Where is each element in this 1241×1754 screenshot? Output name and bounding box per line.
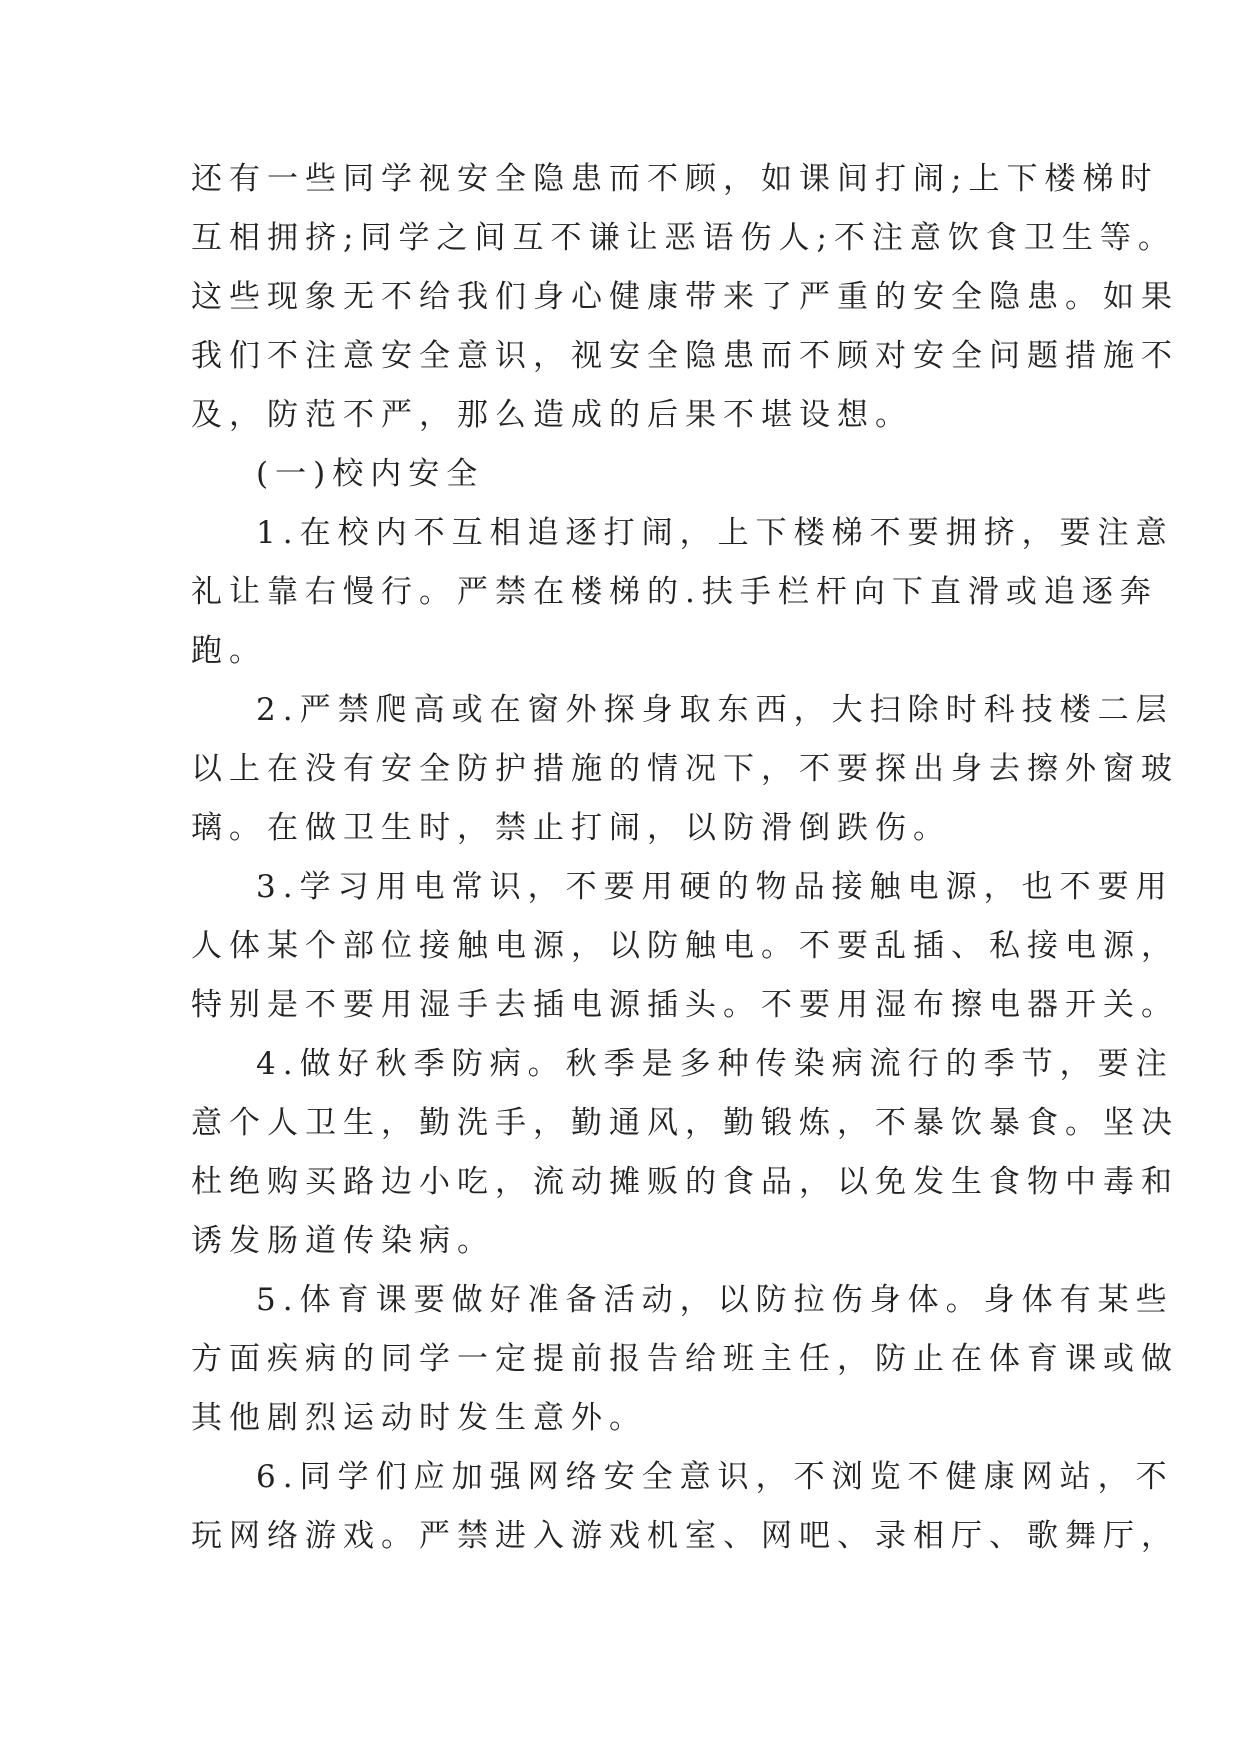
text-line: 及，防范不严，那么造成的后果不堪设想。 xyxy=(191,397,913,433)
text-line: 5.体育课要做好准备活动，以防拉伤身体。身体有某些 xyxy=(256,1282,1174,1318)
text-line: 互相拥挤;同学之间互不谦让恶语伤人;不注意饮食卫生等。 xyxy=(191,220,1176,256)
text-line: 3.学习用电常识，不要用硬的物品接触电源，也不要用 xyxy=(256,869,1174,905)
text-line: 其他剧烈运动时发生意外。 xyxy=(191,1400,647,1436)
text-line: 杜绝购买路边小吃，流动摊贩的食品，以免发生食物中毒和 xyxy=(191,1164,1179,1200)
text-line: 6.同学们应加强网络安全意识，不浏览不健康网站，不 xyxy=(256,1459,1174,1495)
text-line: 我们不注意安全意识，视安全隐患而不顾对安全问题措施不 xyxy=(191,338,1179,374)
text-line: 玩网络游戏。严禁进入游戏机室、网吧、录相厅、歌舞厅， xyxy=(191,1518,1179,1554)
text-line: 还有一些同学视安全隐患而不顾，如课间打闹;上下楼梯时 xyxy=(191,161,1159,197)
text-line: 人体某个部位接触电源，以防触电。不要乱插、私接电源， xyxy=(191,928,1179,964)
text-line: 1.在校内不互相追逐打闹，上下楼梯不要拥挤，要注意 xyxy=(256,515,1174,551)
text-line: 礼让靠右慢行。严禁在楼梯的.扶手栏杆向下直滑或追逐奔 xyxy=(191,574,1158,610)
text-line: 方面疾病的同学一定提前报告给班主任，防止在体育课或做 xyxy=(191,1341,1179,1377)
text-line: 诱发肠道传染病。 xyxy=(191,1223,495,1259)
text-line: 以上在没有安全防护措施的情况下，不要探出身去擦外窗玻 xyxy=(191,751,1179,787)
text-line: 意个人卫生，勤洗手，勤通风，勤锻炼，不暴饮暴食。坚决 xyxy=(191,1105,1179,1141)
text-line: 4.做好秋季防病。秋季是多种传染病流行的季节，要注 xyxy=(256,1046,1174,1082)
text-line: 跑。 xyxy=(191,633,267,669)
text-line: 2.严禁爬高或在窗外探身取东西，大扫除时科技楼二层 xyxy=(256,692,1174,728)
text-line: 特别是不要用湿手去插电源插头。不要用湿布擦电器开关。 xyxy=(191,987,1179,1023)
text-line: 这些现象无不给我们身心健康带来了严重的安全隐患。如果 xyxy=(191,279,1179,315)
text-line: 璃。在做卫生时，禁止打闹，以防滑倒跌伤。 xyxy=(191,810,951,846)
section-heading: (一)校内安全 xyxy=(256,456,485,492)
